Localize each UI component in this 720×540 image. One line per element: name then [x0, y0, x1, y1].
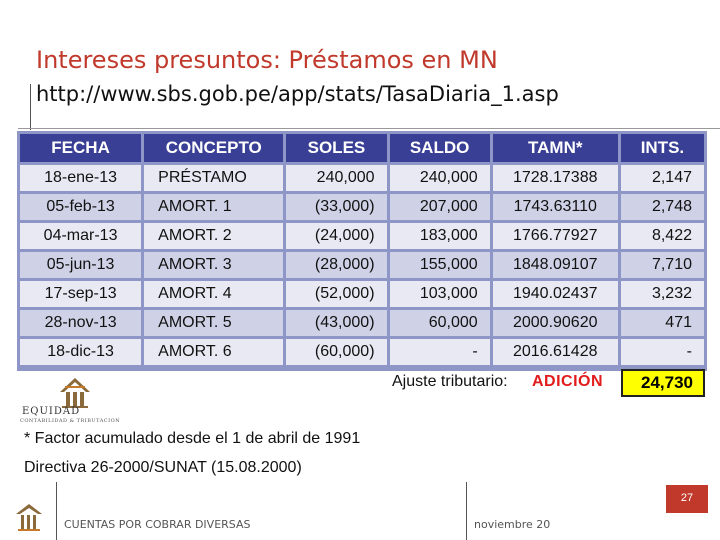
header-concepto: CONCEPTO: [144, 134, 283, 162]
cell-saldo: 240,000: [390, 165, 490, 191]
header-fecha: FECHA: [20, 134, 141, 162]
cell-fecha: 05-feb-13: [20, 194, 141, 220]
cell-ints: 2,748: [621, 194, 704, 220]
left-divider: [30, 84, 31, 130]
table-row: [20, 194, 704, 220]
directive-note: Directiva 26-2000/SUNAT (15.08.2000): [24, 459, 302, 476]
cell-concepto: AMORT. 4: [144, 281, 283, 307]
cell-soles: (33,000): [286, 194, 386, 220]
cell-tamn: 1743.63110: [493, 194, 618, 220]
table-row: [20, 223, 704, 249]
logo-name: EQUIDAD: [22, 406, 81, 417]
table-row: [20, 339, 704, 365]
footer-section: CUENTAS POR COBRAR DIVERSAS: [64, 518, 251, 531]
cell-concepto: AMORT. 5: [144, 310, 283, 336]
cell-fecha: 17-sep-13: [20, 281, 141, 307]
cell-tamn: 1766.77927: [493, 223, 618, 249]
adjustment-type: ADICIÓN: [532, 373, 604, 390]
cell-concepto: AMORT. 6: [144, 339, 283, 365]
adjustment-total: 24,730: [621, 369, 705, 397]
cell-ints: 3,232: [621, 281, 704, 307]
cell-ints: -: [621, 339, 704, 365]
cell-tamn: 2000.90620: [493, 310, 618, 336]
adjustment-label: Ajuste tributario:: [392, 373, 508, 390]
cell-concepto: AMORT. 3: [144, 252, 283, 278]
cell-ints: 471: [621, 310, 704, 336]
page-number: 27: [666, 485, 708, 513]
interest-table-grid: [17, 131, 707, 368]
cell-saldo: 155,000: [390, 252, 490, 278]
cell-tamn: 1940.02437: [493, 281, 618, 307]
cell-saldo: 103,000: [390, 281, 490, 307]
cell-soles: (52,000): [286, 281, 386, 307]
cell-soles: (28,000): [286, 252, 386, 278]
cell-saldo: 60,000: [390, 310, 490, 336]
slide-title: Intereses presuntos: Préstamos en MN: [36, 46, 498, 74]
cell-ints: 2,147: [621, 165, 704, 191]
cell-fecha: 18-ene-13: [20, 165, 141, 191]
cell-fecha: 04-mar-13: [20, 223, 141, 249]
cell-fecha: 18-dic-13: [20, 339, 141, 365]
table-row: [20, 252, 704, 278]
cell-tamn: 1848.09107: [493, 252, 618, 278]
cell-saldo: -: [390, 339, 490, 365]
source-url: http://www.sbs.gob.pe/app/stats/TasaDiaria_1.asp: [36, 82, 559, 106]
cell-saldo: 207,000: [390, 194, 490, 220]
footer-date: noviembre 20: [474, 518, 551, 531]
cell-soles: (24,000): [286, 223, 386, 249]
logo-tagline: CONTABILIDAD & TRIBUTACION: [20, 418, 121, 424]
cell-tamn: 2016.61428: [493, 339, 618, 365]
cell-concepto: AMORT. 1: [144, 194, 283, 220]
header-ints: INTS.: [621, 134, 704, 162]
cell-ints: 7,710: [621, 252, 704, 278]
cell-soles: (43,000): [286, 310, 386, 336]
cell-fecha: 28-nov-13: [20, 310, 141, 336]
header-saldo: SALDO: [390, 134, 490, 162]
table-row: [20, 165, 704, 191]
cell-saldo: 183,000: [390, 223, 490, 249]
cell-concepto: AMORT. 2: [144, 223, 283, 249]
table-row: [20, 310, 704, 336]
footnote: * Factor acumulado desde el 1 de abril de 1991: [24, 430, 361, 447]
footer-divider-right: [466, 482, 467, 540]
cell-tamn: 1728.17388: [493, 165, 618, 191]
interest-table: [17, 131, 707, 371]
cell-soles: 240,000: [286, 165, 386, 191]
cell-fecha: 05-jun-13: [20, 252, 141, 278]
header-tamn: TAMN*: [493, 134, 618, 162]
cell-concepto: PRÉSTAMO: [144, 165, 283, 191]
footer-logo-icon: [14, 502, 44, 534]
table-header-row: [20, 134, 704, 162]
header-soles: SOLES: [286, 134, 386, 162]
top-divider: [18, 128, 720, 129]
cell-soles: (60,000): [286, 339, 386, 365]
table-row: [20, 281, 704, 307]
footer-divider-left: [56, 482, 57, 540]
cell-ints: 8,422: [621, 223, 704, 249]
